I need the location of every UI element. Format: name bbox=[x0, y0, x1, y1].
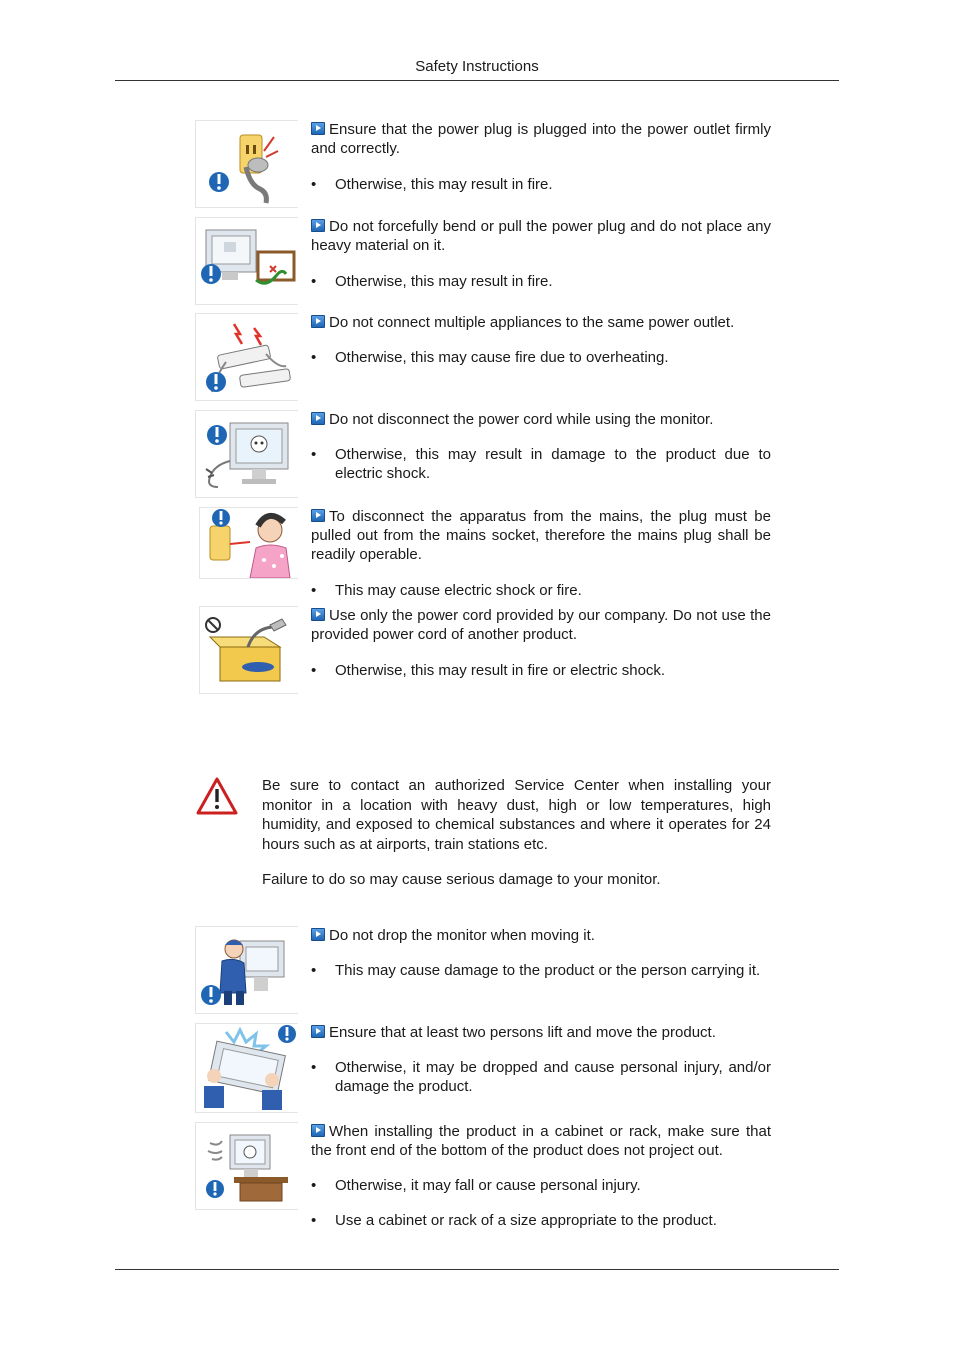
plug-in-outlet-illustration bbox=[195, 120, 298, 208]
monitor-on-cabinet-illustration bbox=[195, 1122, 298, 1210]
item-bullet: • Otherwise, it may be dropped and cause personal injury, and/or damage the product. bbox=[311, 1059, 771, 1095]
arrow-bullet-icon bbox=[311, 122, 325, 135]
caution-paragraph: Be sure to contact an authorized Service Center when installing your monitor in a location with heavy dust, high or low temperatures, high humidity, and exposed to chemical substances and where it operates for 24 hours such as at airports, train stations etc. bbox=[262, 777, 771, 853]
item-bullet: • Otherwise, this may result in damage to the product due to electric shock. bbox=[311, 446, 771, 482]
item-bullet: • Use a cabinet or rack of a size appropriate to the product. bbox=[311, 1212, 717, 1229]
two-persons-lifting-illustration bbox=[195, 1023, 298, 1113]
overloaded-power-strip-illustration bbox=[195, 313, 298, 401]
person-carrying-monitor-illustration bbox=[195, 926, 298, 1014]
arrow-bullet-icon bbox=[311, 219, 325, 232]
arrow-bullet-icon bbox=[311, 608, 325, 621]
item-bullet: • Otherwise, this may result in fire. bbox=[311, 176, 553, 193]
caution-triangle-icon bbox=[195, 776, 239, 820]
footer-rule bbox=[115, 1269, 839, 1270]
arrow-bullet-icon bbox=[311, 509, 325, 522]
monitor-cord-illustration bbox=[195, 410, 298, 498]
item-bullet: • This may cause electric shock or fire. bbox=[311, 582, 582, 599]
item-lead-label: Ensure that at least two persons lift and move the product. bbox=[329, 1024, 716, 1041]
item-lead-label: To disconnect the apparatus from the mains, the plug must be pulled out from the mains socket, therefore the mains plug shall be readily operable. bbox=[311, 508, 771, 563]
item-lead-label: Use only the power cord provided by our company. Do not use the provided power cord of another product. bbox=[311, 607, 771, 643]
item-bullet: • This may cause damage to the product or the person carrying it. bbox=[311, 962, 761, 979]
item-bullet: • Otherwise, this may result in fire. bbox=[311, 273, 553, 290]
item-bullet: • Otherwise, this may result in fire or electric shock. bbox=[311, 662, 666, 679]
item-lead-label: Do not connect multiple appliances to the same power outlet. bbox=[329, 314, 735, 331]
arrow-bullet-icon bbox=[311, 928, 325, 941]
caution-paragraph: Failure to do so may cause serious damage to your monitor. bbox=[262, 871, 661, 888]
arrow-bullet-icon bbox=[311, 412, 325, 425]
bent-cord-illustration bbox=[195, 217, 298, 305]
item-lead-text bbox=[311, 120, 771, 158]
header-rule bbox=[115, 80, 839, 81]
arrow-bullet-icon bbox=[311, 315, 325, 328]
page-header-title: Safety Instructions bbox=[415, 58, 539, 75]
item-lead-label: Ensure that the power plug is plugged into the power outlet firmly and correctly. bbox=[311, 121, 771, 157]
arrow-bullet-icon bbox=[311, 1124, 325, 1137]
item-lead-label: When installing the product in a cabinet or rack, make sure that the front end of the bottom of the product does not project out. bbox=[311, 1123, 771, 1159]
item-bullet: • Otherwise, this may cause fire due to overheating. bbox=[311, 349, 669, 366]
item-lead-label: Do not disconnect the power cord while using the monitor. bbox=[329, 411, 714, 428]
item-lead-label: Do not forcefully bend or pull the power plug and do not place any heavy material on it. bbox=[311, 218, 771, 254]
item-lead-label: Do not drop the monitor when moving it. bbox=[329, 927, 595, 944]
woman-unplugging-illustration bbox=[199, 507, 298, 579]
item-bullet: • Otherwise, it may fall or cause personal injury. bbox=[311, 1177, 641, 1194]
cord-box-illustration bbox=[199, 606, 298, 694]
arrow-bullet-icon bbox=[311, 1025, 325, 1038]
